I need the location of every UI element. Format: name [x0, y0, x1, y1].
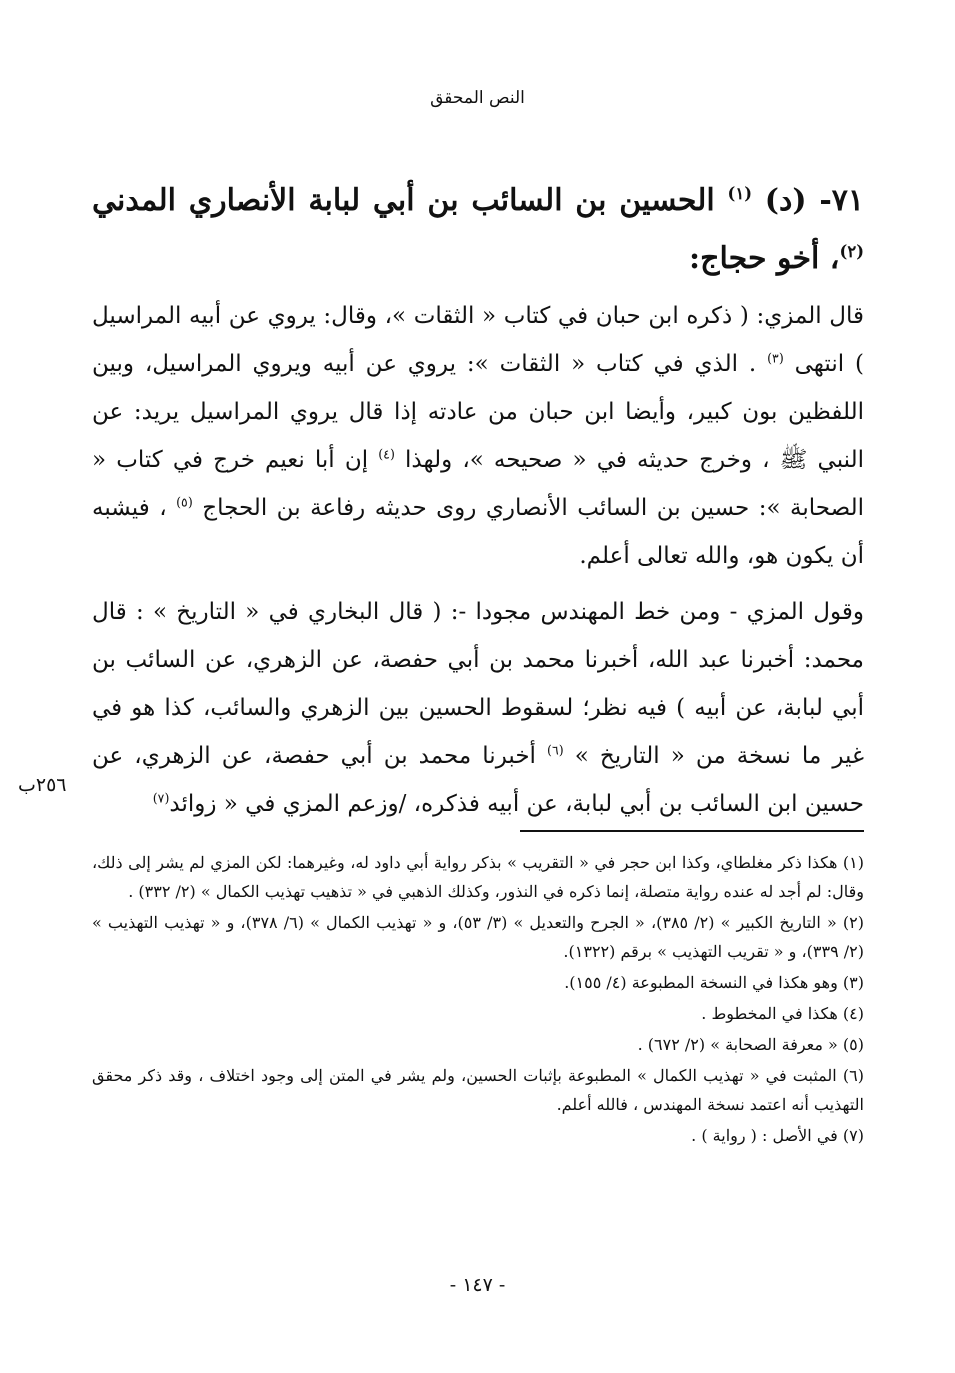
footnote-1: (١) هكذا ذكر مغلطاي، وكذا ابن حجر في « التقريب » بذكر رواية أبي داود له، وغيرهما: لكن المزي لم يشر إلى ذلك، وقال: لم أجد له عنده رواية متصلة، إنما ذكره في النذور، وكذلك الذهبي في « تذهيب تهذيب الكمال » (٢/ ٣٣٢) . — [92, 853, 864, 901]
margin-folio-note: ٢٥٦ب — [18, 774, 67, 796]
footnote-3: (٣) وهو هكذا في النسخة المطبوعة (٤/ ١٥٥). — [564, 973, 864, 992]
paragraph-2: وقول المزي - ومن خط المهندس مجودا -: ( قال البخاري في « التاريخ » : قال محمد: أخبرنا عبد الله، أخبرنا محمد بن أبي حفصة، عن الزهري، عن السائب بن أبي لبابة، عن أبيه ) فيه نظر؛ لسقوط الحسين بين الزهري والسائب، كذا هو في غير ما نسخة من « التاريخ » $^{(٦)}$ أخبرنا محمد بن أبي حفصة، عن الزهري، عن حسين ابن السائب بن أبي لبابة، عن أبيه فذكره، /وزعم المزي في « زوائد$^{(٧)}$ — [92, 599, 864, 817]
footnote-6: (٦) المثبت في « تهذيب الكمال » المطبوعة بإثبات الحسين، ولم يشر في المتن إلى وجود اختلاف ، وقد ذكر محقق التهذيب أنه اعتمد نسخة المهندس ، فالله أعلم. — [92, 1066, 864, 1114]
running-head: النص المحقق — [430, 88, 525, 108]
footnote-7: (٧) في الأصل : ( رواية ) . — [691, 1126, 864, 1145]
entry-title: ٧١- (د) $^{(١)}$ الحسين بن السائب بن أبي لبابة الأنصاري المدني $^{(٢)}$، أخو حجاج: — [92, 183, 865, 276]
footnote-2: (٢) « التاريخ الكبير » (٢/ ٣٨٥)، « الجرح والتعديل » (٣/ ٥٣)، و « تهذيب الكمال » (٦/ ٣٧٨)، و « تهذيب التهذيب » (٢/ ٣٣٩)، و « تقريب التهذيب » برقم (١٣٢٢). — [92, 913, 864, 961]
footnote-4: (٤) هكذا في المخطوط . — [701, 1004, 864, 1023]
footnotes — [92, 848, 864, 1152]
footnote-5: (٥) « معرفة الصحابة » (٢/ ٦٧٢) . — [637, 1035, 864, 1054]
footnote-separator — [520, 830, 864, 832]
paragraph-1: قال المزي: ( ذكره ابن حبان في كتاب « الثقات »، وقال: يروي عن أبيه المراسيل ) انتهى $^{(٣)}$ . الذي في كتاب « الثقات »: يروي عن أبيه ويروي المراسيل، وبين اللفظين بون كبير، وأيضا ابن حبان من عادته إذا قال يروي المراسيل يريد: عن النبي ﷺ ، وخرج حديثه في « صحيحه »، ولهذا $^{(٤)}$ إن أبا نعيم خرج في كتاب « الصحابة »: حسين بن السائب الأنصاري روى حديثه رفاعة بن الحجاج $^{(٥)}$ ، فيشبه أن يكون هو، والله تعالى أعلم. — [92, 303, 864, 569]
page-number: - ١٤٧ - — [449, 1274, 506, 1296]
